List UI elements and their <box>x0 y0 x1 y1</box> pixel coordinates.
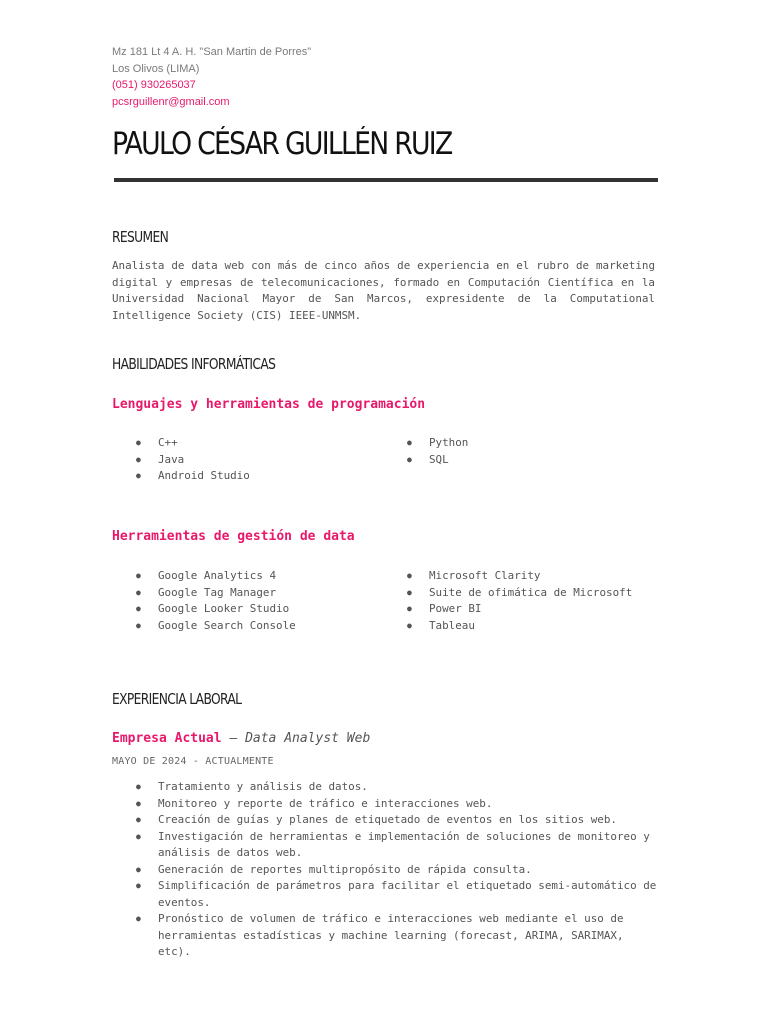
list-item: ● SQL <box>383 452 468 469</box>
candidate-name: PAULO CÉSAR GUILLÉN RUIZ <box>112 126 452 162</box>
list-item: ● Microsoft Clarity <box>383 568 632 585</box>
bullet-icon: ● <box>136 831 141 841</box>
bullet-icon: ● <box>136 782 141 791</box>
bullet-icon: ● <box>136 604 141 613</box>
bullet-icon: ● <box>136 587 141 597</box>
bullet-icon: ● <box>407 604 412 613</box>
list-item: ● Pronóstico de volumen de tráfico e interacciones web mediante el uso de herramientas estadísticas y machine learning (forecast, ARIMA, SARIMAX, etc). <box>136 912 624 958</box>
list-item: ● C++ <box>112 435 250 452</box>
title-separator: — <box>221 731 246 746</box>
email-link[interactable]: pcsrguillenr@gmail.com <box>112 95 230 108</box>
list-item: ● Google Tag Manager <box>112 585 296 602</box>
programming-subheading: Lenguajes y herramientas de programación <box>112 397 426 412</box>
bullet-icon: ● <box>136 864 141 874</box>
bullet-icon: ● <box>136 881 141 890</box>
programming-list-right <box>383 435 468 468</box>
bullet-icon: ● <box>136 471 141 480</box>
bullet-icon: ● <box>407 454 412 464</box>
programming-list-left <box>112 435 250 485</box>
data-tools-list-left <box>112 568 296 634</box>
job-title-line <box>112 731 370 746</box>
list-item: ● Java <box>112 452 250 469</box>
skills-heading: HABILIDADES INFORMÁTICAS <box>112 355 276 373</box>
list-item: ● Generación de reportes multipropósito de rápida consulta. <box>112 862 657 879</box>
phone-link[interactable]: (051) 930265037 <box>112 79 196 91</box>
bullet-icon: ● <box>136 571 141 580</box>
list-item: ● Investigación de herramientas e implementación de soluciones de monitoreo y análisis de datos web. <box>136 829 650 859</box>
experience-heading: EXPERIENCIA LABORAL <box>112 690 242 708</box>
list-item: ● Android Studio <box>112 468 250 485</box>
address-line: Mz 181 Lt 4 A. H. "San Martin de Porres" <box>112 46 312 58</box>
header-divider <box>114 178 658 182</box>
bullet-icon: ● <box>407 438 412 447</box>
list-item: ● Google Search Console <box>112 618 296 635</box>
bullet-icon: ● <box>136 815 141 824</box>
summary-text: Analista de data web con más de cinco años de experiencia en el rubro de marketing digital y empresas de telecomunicaciones, formado en Computación Científica en la Universidad Nacional Mayor de San Marcos, expresidente de la Computational Intelligence Society (CIS) IEEE-UNMSM. <box>112 259 655 322</box>
list-item: ● Python <box>383 435 468 452</box>
contact-block <box>112 44 311 110</box>
bullet-icon: ● <box>407 620 412 630</box>
company-name: Empresa Actual <box>112 731 222 746</box>
bullet-icon: ● <box>136 914 141 923</box>
data-tools-list-right <box>383 568 632 634</box>
duties-list <box>112 779 657 961</box>
list-item: ● Monitoreo y reporte de tráfico e interacciones web. <box>112 796 657 813</box>
list-item: ● Tableau <box>383 618 632 635</box>
list-item: ● Google Analytics 4 <box>112 568 296 585</box>
list-item: ● Simplificación de parámetros para facilitar el etiquetado semi-automático de eventos. <box>136 879 657 909</box>
job-dates: MAYO DE 2024 - ACTUALMENTE <box>112 756 274 767</box>
city-line: Los Olivos (LIMA) <box>112 62 200 75</box>
data-tools-subheading: Herramientas de gestión de data <box>112 529 355 544</box>
bullet-icon: ● <box>136 438 141 447</box>
list-item: ● Power BI <box>383 601 632 618</box>
summary-heading: RESUMEN <box>112 228 169 246</box>
job-role: Data Analyst Web <box>245 731 371 746</box>
list-item: ● Creación de guías y planes de etiquetado de eventos en los sitios web. <box>112 812 657 829</box>
bullet-icon: ● <box>136 798 141 808</box>
bullet-icon: ● <box>136 620 141 630</box>
bullet-icon: ● <box>136 454 141 464</box>
list-item: ● Tratamiento y análisis de datos. <box>112 779 657 796</box>
bullet-icon: ● <box>407 587 412 597</box>
list-item: ● Suite de ofimática de Microsoft <box>383 585 632 602</box>
list-item: ● Google Looker Studio <box>112 601 296 618</box>
bullet-icon: ● <box>407 571 412 580</box>
